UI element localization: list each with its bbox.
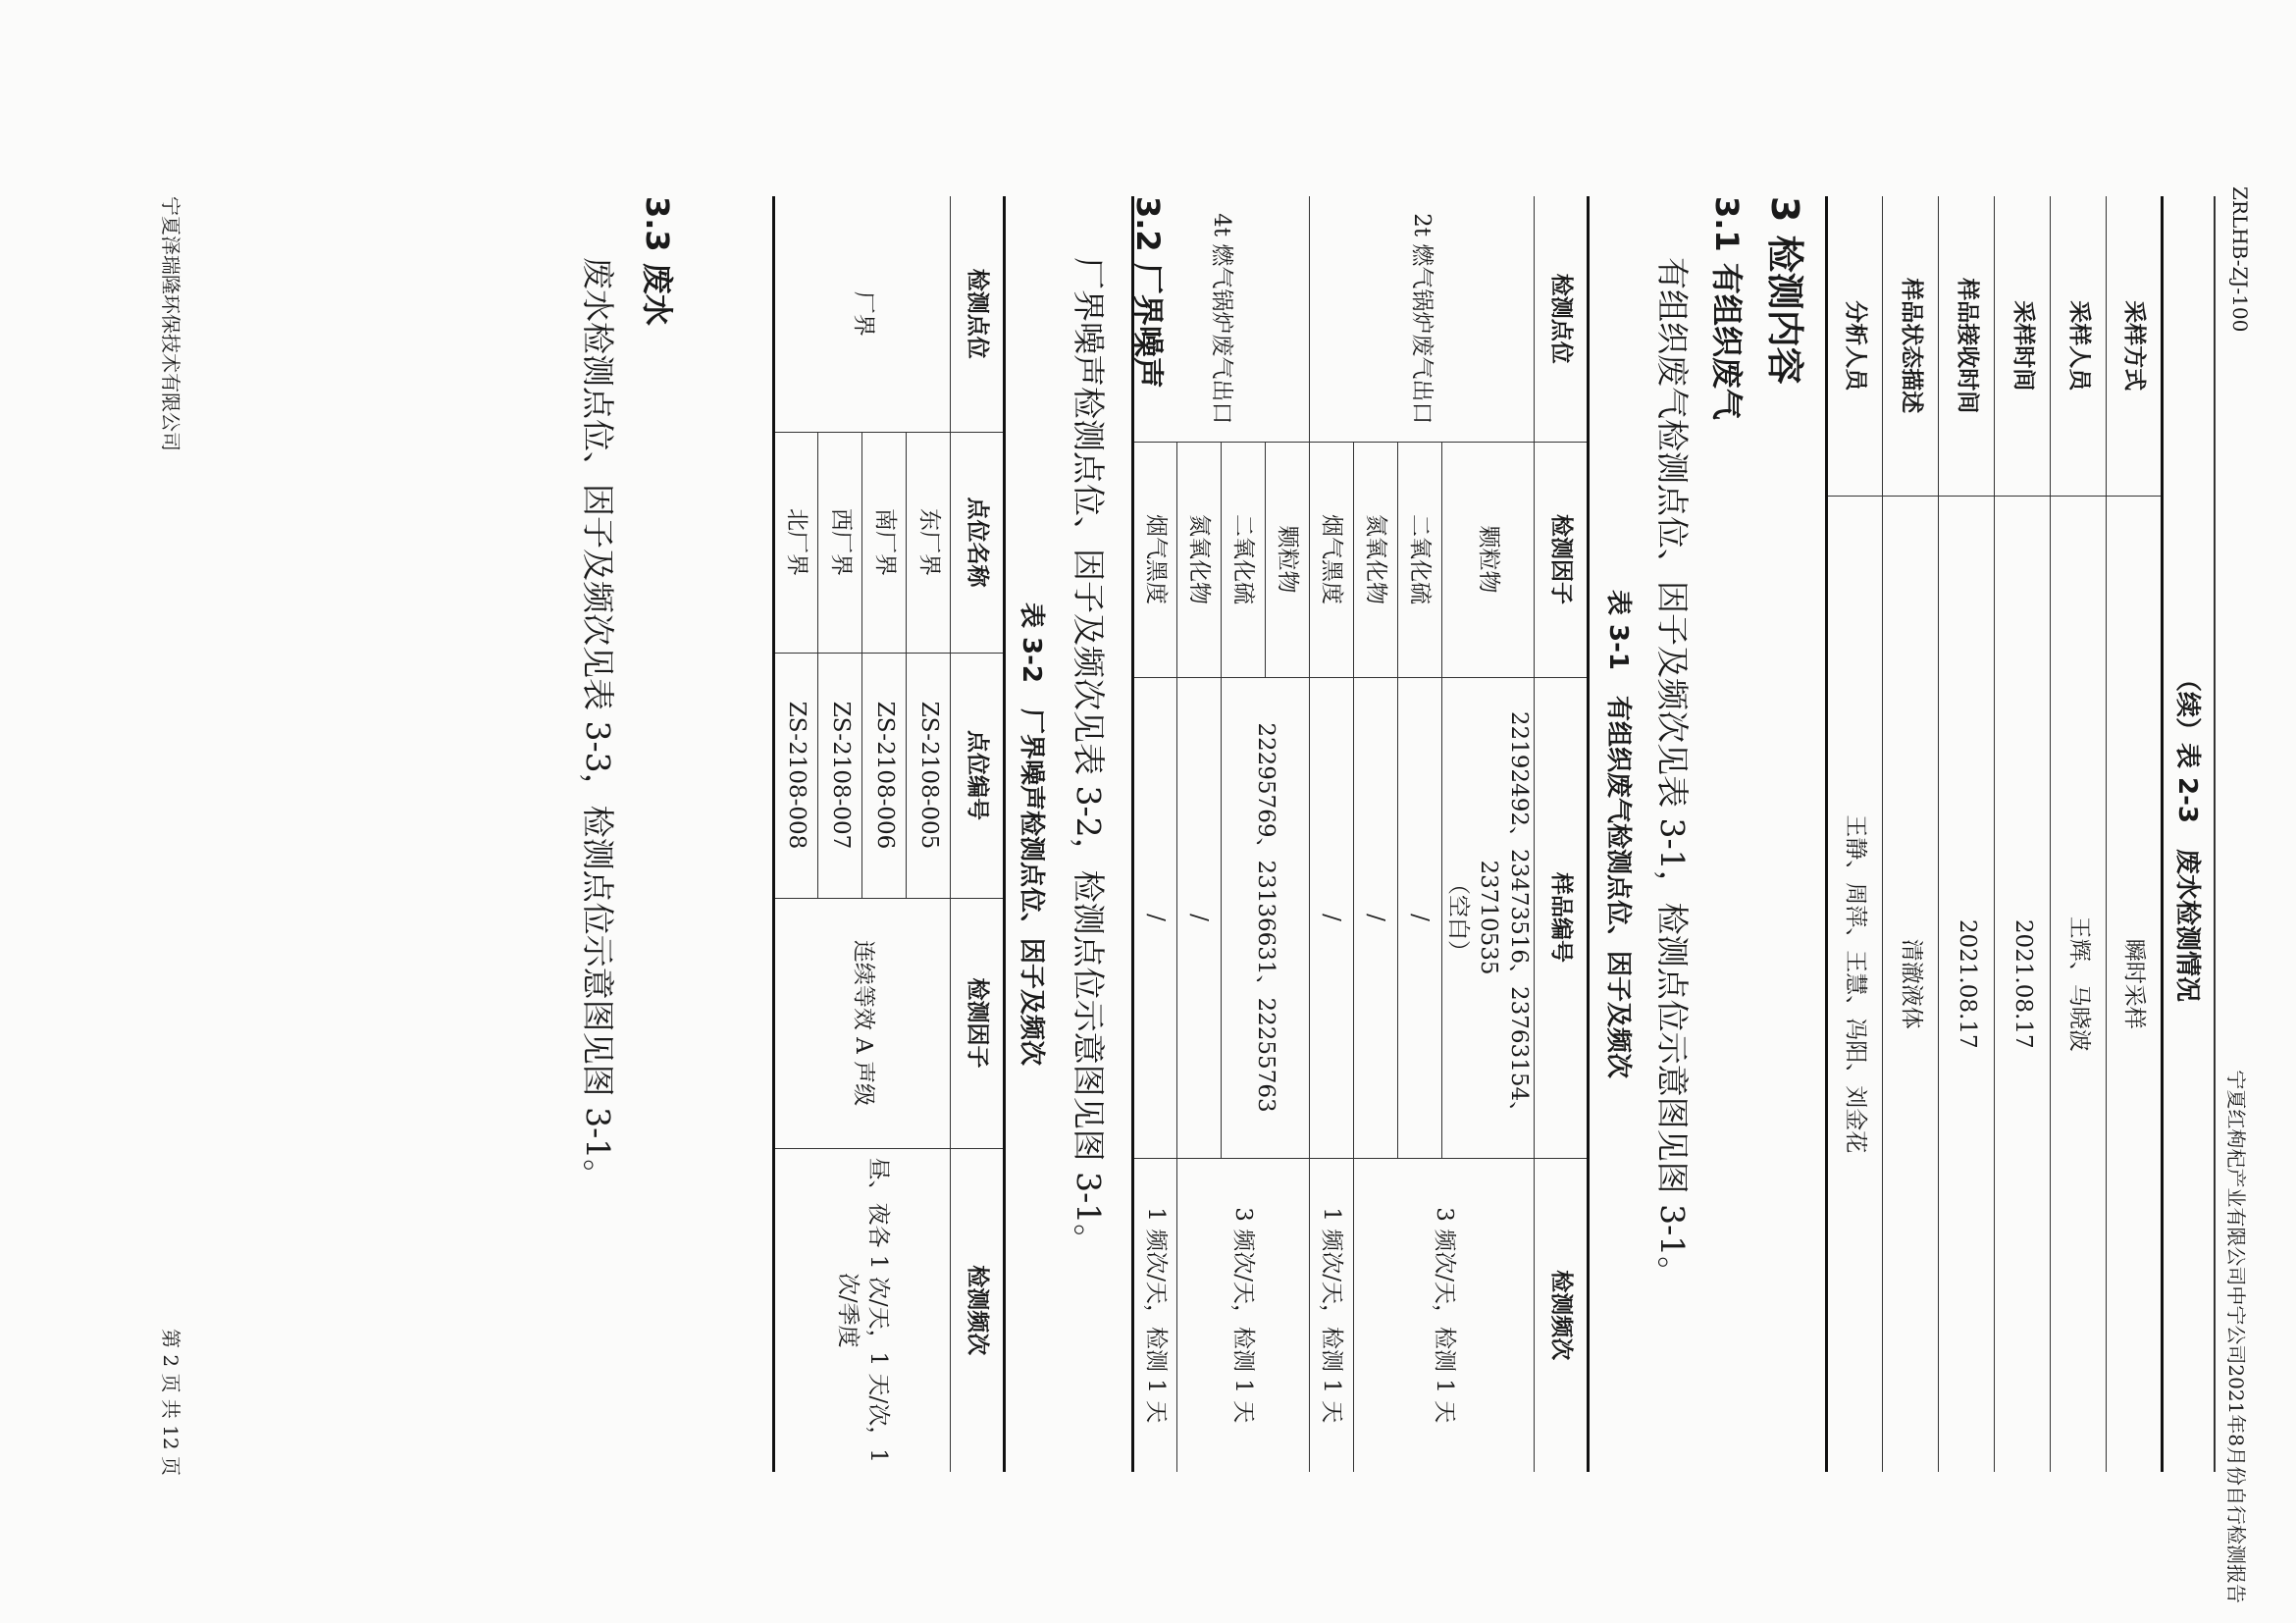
table-3-1 [1131,196,1590,1472]
point-name-cell: 北厂界 [774,432,818,653]
point-code-cell: ZS-2108-006 [862,653,907,898]
factor-cell: 二氧化硫 [1397,442,1441,677]
header-factor: 检测因子 [1535,442,1589,677]
section-3-heading: 3 检测内容 [1763,196,1806,385]
section-3-3-heading: 3.3 废水 [639,196,676,326]
table-row [2051,196,2107,1472]
point-name-cell: 东厂界 [907,432,951,653]
table-row [1995,196,2051,1472]
report-title: 宁夏红枸杞产业有限公司中宁公司2021年8月份自行检测报告 [2224,1070,2248,1603]
location-boundary: 厂界 [774,196,951,432]
value-sampling-staff: 王辉、马晓波 [2051,496,2107,1472]
header-rule [2214,196,2216,1472]
table-row [1827,196,1883,1472]
header-location: 检测点位 [1535,196,1589,442]
table-row [1265,196,1309,1472]
header-location: 检测点位 [951,196,1005,432]
table-2-3-caption: （续）表 2-3 废水检测情况 [2172,665,2202,1003]
header-factor: 检测因子 [951,898,1005,1148]
table-3-2-caption: 表 3-2 厂界噪声检测点位、因子及频次 [1017,602,1046,1067]
label-sample-state: 样品状态描述 [1883,196,1939,496]
section-3-1-heading: 3.1 有组织废气 [1708,196,1746,420]
factor-cell: 颗粒物 [1265,442,1309,677]
value-sampling-time: 2021.08.17 [1995,496,2051,1472]
factor-cell: 烟气黑度 [1132,442,1176,677]
value-sampling-method: 瞬时采样 [2107,496,2163,1472]
table-row [1441,196,1534,1472]
label-sampling-staff: 采样人员 [2051,196,2107,496]
factor-cell: 二氧化硫 [1221,442,1265,677]
location-2t-boiler: 2t 燃气锅炉废气出口 [1309,196,1534,442]
frequency-cell: 1 频次/天，检测 1 天 [1309,1158,1353,1472]
table-3-2 [772,196,1006,1472]
point-name-cell: 南厂界 [862,432,907,653]
table-2-3 [1825,196,2164,1472]
point-name-cell: 西厂界 [818,432,862,653]
header-frequency: 检测频次 [951,1148,1005,1472]
sample-id-cell: / [1309,677,1353,1158]
page-number: 第 2 页 共 12 页 [159,1329,183,1476]
value-receipt-time: 2021.08.17 [1939,496,1995,1472]
label-sampling-method: 采样方式 [2107,196,2163,496]
sample-id-cell: / [1176,677,1221,1158]
factor-cell: 烟气黑度 [1309,442,1353,677]
point-code-cell: ZS-2108-008 [774,653,818,898]
table-row [1883,196,1939,1472]
frequency-cell: 3 频次/天，检测 1 天 [1176,1158,1309,1472]
noise-frequency-cell: 昼、夜各 1 次/天，1 天/次，1 次/季度 [774,1148,951,1472]
company-name: 宁夏泽瑞隆环保技术有限公司 [159,196,183,451]
table-row [907,196,951,1472]
header-point-code: 点位编号 [951,653,1005,898]
factor-cell: 颗粒物 [1441,442,1534,677]
label-sampling-time: 采样时间 [1995,196,2051,496]
table-header-row [1535,196,1589,1472]
frequency-cell: 3 频次/天，检测 1 天 [1353,1158,1534,1472]
sample-id-cell: 22295769、23136631、22255763 [1221,677,1309,1158]
section-3-1-text: 有组织废气检测点位、因子及频次见表 3-1，检测点位示意图见图 3-1。 [1653,257,1692,1289]
section-3-2-heading: 3.2 厂界噪声 [1129,196,1167,389]
sample-id-cell: / [1353,677,1397,1158]
sample-id-text: 22192492、23473516、23763154、23710535 [1475,710,1532,1125]
sample-id-cell: / [1397,677,1441,1158]
value-sample-state: 清澈液体 [1883,496,1939,1472]
table-header-row [951,196,1005,1472]
table-row [2107,196,2163,1472]
header-point-name: 点位名称 [951,432,1005,653]
header-frequency: 检测频次 [1535,1158,1589,1472]
point-code-cell: ZS-2108-007 [818,653,862,898]
value-analysts: 王静、周萍、王慧、冯阳、刘金花 [1827,496,1883,1472]
sample-id-note: （空白） [1444,872,1471,963]
point-code-cell: ZS-2108-005 [907,653,951,898]
sample-id-cell [1441,677,1534,1158]
table-3-1-caption: 表 3-1 有组织废气检测点位、因子及频次 [1603,589,1633,1079]
table-row [1939,196,1995,1472]
frequency-cell: 1 频次/天，检测 1 天 [1132,1158,1176,1472]
sample-id-cell: / [1132,677,1176,1158]
section-3-2-text: 厂界噪声检测点位、因子及频次见表 3-2，检测点位示意图见图 3-1。 [1070,257,1108,1257]
label-analysts: 分析人员 [1827,196,1883,496]
location-4t-boiler: 4t 燃气锅炉废气出口 [1132,196,1309,442]
factor-cell: 氮氧化物 [1353,442,1397,677]
header-sample-id: 样品编号 [1535,677,1589,1158]
noise-factor-cell: 连续等效 A 声级 [774,898,951,1148]
factor-cell: 氮氧化物 [1176,442,1221,677]
document-code: ZRLHB-ZJ-100 [2228,186,2252,333]
section-3-3-text: 废水检测点位、因子及频次见表 3-3，检测点位示意图见图 3-1。 [579,257,617,1192]
label-receipt-time: 样品接收时间 [1939,196,1995,496]
